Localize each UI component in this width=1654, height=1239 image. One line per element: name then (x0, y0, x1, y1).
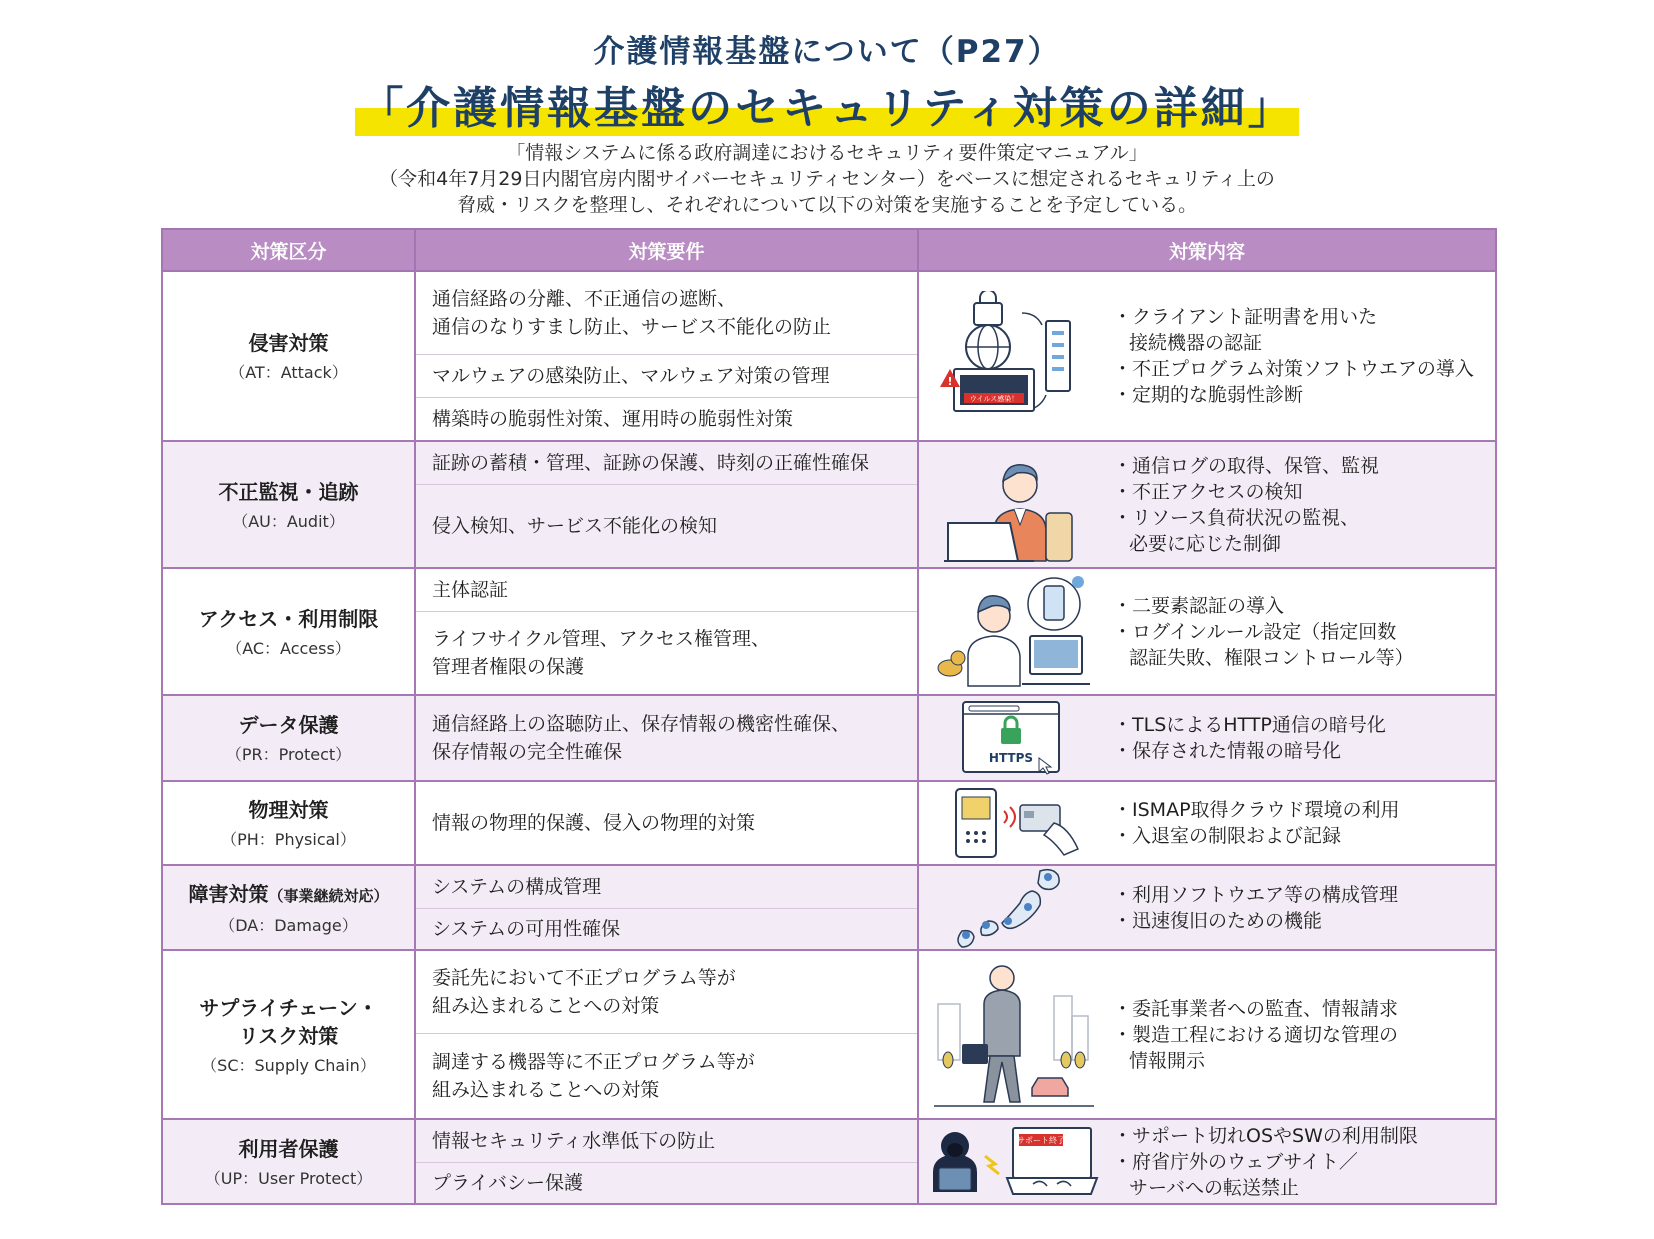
header-category: 対策区分 (162, 229, 415, 271)
category-label: サプライチェーン・ リスク対策 (199, 995, 378, 1048)
category-code: （AT：Attack） (229, 363, 348, 382)
table-row (162, 1119, 1496, 1204)
category-name (163, 329, 414, 357)
requirement-item (416, 1120, 917, 1162)
requirement-cell (415, 695, 918, 781)
japan-map-icon (919, 863, 1109, 953)
table-row (162, 865, 1496, 950)
measures-cell (918, 865, 1496, 950)
measures-list (1109, 304, 1474, 408)
requirement-item (416, 866, 917, 908)
table-row (162, 441, 1496, 568)
measure-item: ・ 定期的な脆弱性診断 (1113, 382, 1474, 408)
requirement-cell (415, 781, 918, 865)
measure-item: ・ サポート切れOSやSWの利用制限 (1113, 1123, 1418, 1149)
requirement-text: システムの可用性確保 (432, 918, 621, 940)
category-cell (162, 950, 415, 1119)
measures-cell (918, 568, 1496, 695)
category-label: 物理対策 (248, 798, 329, 822)
requirement-text: 通信経路上の盗聴防止、保存情報の機密性確保、 保存情報の完全性確保 (432, 713, 851, 763)
measure-item: ・ 入退室の制限および記録 (1113, 823, 1400, 849)
category-label: アクセス・利用制限 (198, 606, 379, 631)
category-code: （DA：Damage） (219, 915, 358, 935)
measures-cell (918, 271, 1496, 441)
measures-list (1109, 797, 1400, 849)
hacker-laptop-icon (919, 1122, 1109, 1202)
measure-item: ・ 通信ログの取得、保管、監視 (1113, 453, 1379, 479)
card-reader-icon (919, 783, 1109, 863)
measures-cell (918, 781, 1496, 865)
category-cell (162, 441, 415, 568)
category-name (163, 605, 414, 633)
category-name (163, 478, 414, 506)
requirement-text: ライフサイクル管理、アクセス権管理、 管理者権限の保護 (432, 628, 771, 678)
requirement-text: 委託先において不正プログラム等が 組み込まれることへの対策 (432, 967, 736, 1017)
header-requirement: 対策要件 (415, 229, 918, 271)
requirement-cell (415, 1119, 918, 1204)
category-label: データ保護 (238, 713, 339, 737)
requirement-cell (415, 950, 918, 1119)
requirement-item (416, 397, 917, 440)
measure-item: ・ 二要素認証の導入 (1113, 593, 1414, 619)
category-cell (162, 568, 415, 695)
requirement-cell (415, 568, 918, 695)
requirement-text: 主体認証 (432, 579, 509, 601)
category-code: （AC：Access） (226, 638, 351, 658)
category-cell (162, 271, 415, 441)
category-name (163, 796, 414, 824)
table-row (162, 950, 1496, 1119)
measures-cell (918, 695, 1496, 781)
requirement-item (416, 951, 917, 1033)
category-label: 利用者保護 (238, 1136, 339, 1161)
measures-list (1109, 712, 1386, 764)
measure-item: ・ 不正アクセスの検知 (1113, 479, 1379, 505)
requirement-text: 情報セキュリティ水準低下の防止 (432, 1130, 716, 1152)
page-heading: 「介護情報基盤のセキュリティ対策の詳細」 (355, 72, 1299, 136)
measures-cell (918, 1119, 1496, 1204)
requirement-text: 証跡の蓄積・管理、証跡の保護、時刻の正確性確保 (432, 452, 870, 474)
requirement-text: 通信経路の分離、不正通信の遮断、 通信のなりすまし防止、サービス不能化の防止 (432, 288, 832, 338)
requirement-text: プライバシー保護 (432, 1172, 584, 1194)
requirement-item (416, 908, 917, 949)
measure-item: ・ リソース負荷状況の監視、 必要に応じた制御 (1113, 505, 1379, 557)
requirement-cell (415, 271, 918, 441)
measures-list (1109, 1123, 1418, 1201)
page-title: 介護情報基盤について（P27） (593, 34, 1061, 70)
requirement-item (416, 354, 917, 397)
measure-item: ・ ISMAP取得クラウド環境の利用 (1113, 797, 1400, 823)
requirement-text: 調達する機器等に不正プログラム等が 組み込まれることへの対策 (432, 1051, 755, 1101)
measures-list (1109, 882, 1398, 934)
measures-list (1109, 593, 1414, 671)
monitoring-person-icon (919, 445, 1109, 565)
category-cell (162, 1119, 415, 1204)
measures-list (1109, 453, 1379, 557)
header-measures: 対策内容 (918, 229, 1496, 271)
measure-item: ・ 利用ソフトウエア等の構成管理 (1113, 882, 1398, 908)
category-code: （SC：Supply Chain） (201, 1055, 376, 1075)
requirement-item (416, 1162, 917, 1203)
measures-cell (918, 950, 1496, 1119)
measure-item: ・ ログインルール設定（指定回数 認証失敗、権限コントロール等） (1113, 619, 1414, 671)
measure-item: ・ 不正プログラム対策ソフトウエアの導入 (1113, 356, 1474, 382)
svg-text:HTTPS: HTTPS (988, 751, 1034, 765)
requirement-text: 情報の物理的保護、侵入の物理的対策 (432, 812, 756, 834)
measures-cell (918, 441, 1496, 568)
requirement-cell (415, 865, 918, 950)
category-label: 障害対策 (188, 881, 269, 906)
category-cell (162, 695, 415, 781)
requirement-item (416, 442, 917, 484)
intro-line: 脅威・リスクを整理し、それぞれについて以下の対策を実施することを予定している。 (456, 194, 1198, 216)
requirement-item (416, 272, 917, 354)
table-row (162, 271, 1496, 441)
requirement-item (416, 782, 917, 864)
category-name (163, 1135, 414, 1163)
table-row (162, 695, 1496, 781)
measure-item: ・ 保存された情報の暗号化 (1113, 738, 1386, 764)
measure-item: ・ 府省庁外のウェブサイト／ サーバへの転送禁止 (1113, 1149, 1418, 1201)
intro-line: 「情報システムに係る政府調達におけるセキュリティ要件策定マニュアル」 (506, 142, 1148, 164)
measure-item: ・ 製造工程における適切な管理の 情報開示 (1113, 1022, 1398, 1074)
category-cell (162, 781, 415, 865)
table-row (162, 568, 1496, 695)
intro-line: （令和4年7月29日内閣官房内閣サイバーセキュリティセンター）をベースに想定されるセキュリティ上の (379, 168, 1275, 190)
requirement-item (416, 484, 917, 567)
security-network-icon (919, 291, 1109, 421)
requirement-text: 構築時の脆弱性対策、運用時の脆弱性対策 (432, 408, 794, 430)
category-name (163, 711, 414, 739)
measure-item: ・ 迅速復旧のための機能 (1113, 908, 1398, 934)
svg-text:サポート終了: サポート終了 (1017, 1135, 1065, 1145)
requirement-item (416, 569, 917, 611)
category-note: （事業継続対応） (268, 886, 389, 905)
requirement-text: 侵入検知、サービス不能化の検知 (432, 515, 718, 537)
requirement-text: システムの構成管理 (432, 876, 602, 898)
requirement-item (416, 611, 917, 694)
requirement-item (416, 1033, 917, 1118)
measure-item: ・ 委託事業者への監査、情報請求 (1113, 996, 1398, 1022)
requirement-item (416, 696, 917, 780)
category-name (163, 880, 414, 910)
category-label: 侵害対策 (248, 331, 329, 355)
measure-item: ・ TLSによるHTTP通信の暗号化 (1113, 712, 1386, 738)
category-cell (162, 865, 415, 950)
table-row (162, 781, 1496, 865)
category-code: （UP：User Protect） (204, 1168, 373, 1188)
category-code: （AU：Audit） (232, 511, 345, 531)
two-factor-auth-icon (919, 572, 1109, 692)
category-code: （PR：Protect） (225, 745, 352, 764)
security-measures-table (161, 228, 1497, 1205)
https-lock-icon (919, 698, 1109, 778)
intro-text (0, 140, 1654, 218)
svg-text:!: ! (947, 375, 953, 388)
table-header-row (162, 229, 1496, 271)
measure-item: ・ クライアント証明書を用いた 接続機器の認証 (1113, 304, 1474, 356)
requirement-text: マルウェアの感染防止、マルウェア対策の管理 (432, 365, 830, 387)
measures-list (1109, 996, 1398, 1074)
category-name (163, 994, 414, 1050)
requirement-cell (415, 441, 918, 568)
businessman-city-icon (919, 960, 1109, 1110)
category-code: （PH：Physical） (221, 830, 356, 849)
category-label: 不正監視・追跡 (218, 479, 359, 504)
page-heading-wrap (0, 72, 1654, 136)
svg-text:ウイルス感染！: ウイルス感染！ (969, 395, 1019, 403)
